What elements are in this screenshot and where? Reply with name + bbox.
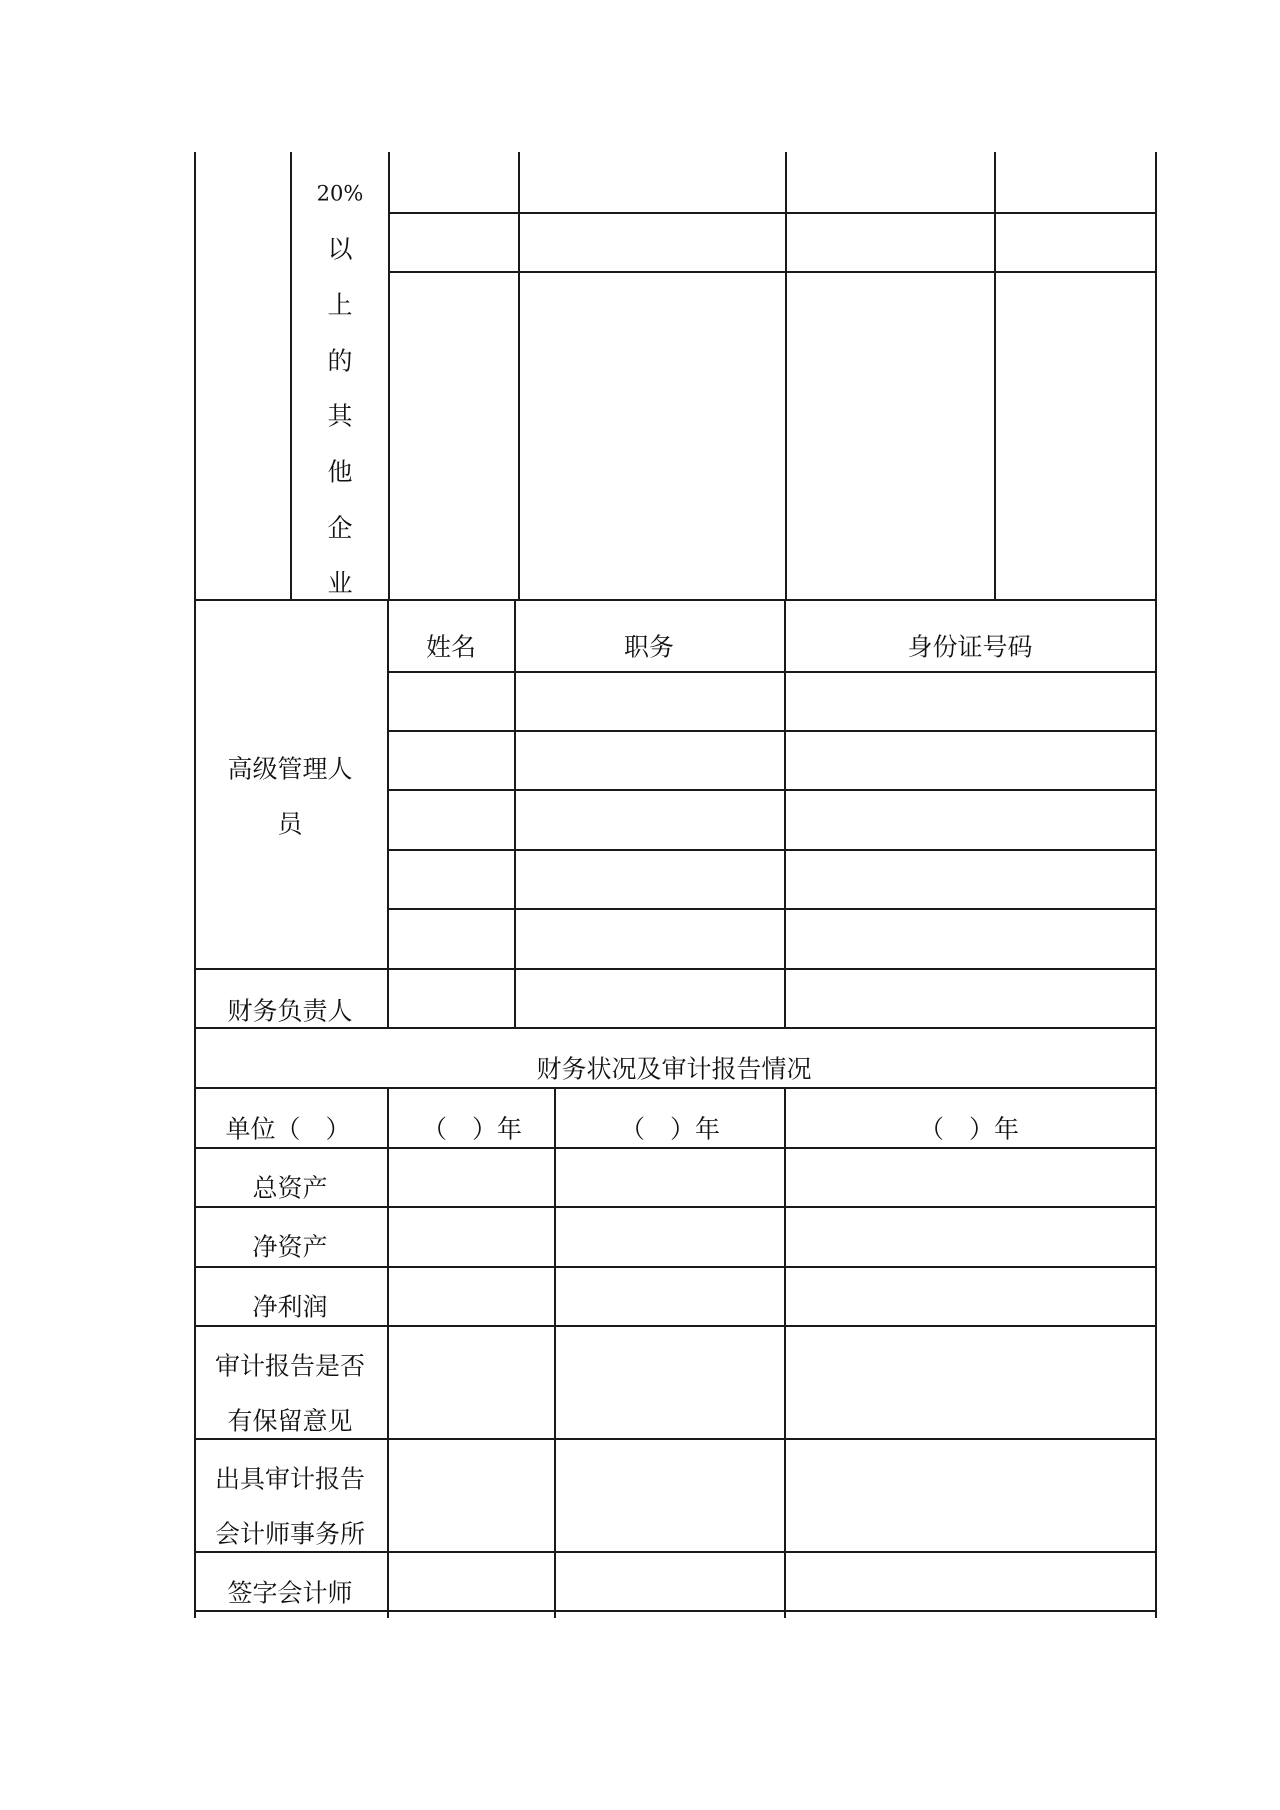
- row-label-audit-opinion-cont: 有保留意见: [227, 1406, 353, 1436]
- management-col-divider-1: [514, 599, 516, 1028]
- column-header-id-number: 身份证号码: [907, 632, 1033, 662]
- year-column-header: （ ）年: [619, 1114, 721, 1144]
- financial-col-divider-2: [784, 1087, 786, 1618]
- label-column-divider: [290, 152, 292, 600]
- unit-label: 单位（ ）: [225, 1114, 351, 1144]
- financial-row-line: [194, 1551, 1157, 1553]
- table-border-right: [1155, 152, 1157, 1618]
- management-row-line: [387, 908, 1157, 910]
- financial-row-line: [194, 1266, 1157, 1268]
- financial-row-line: [194, 1438, 1157, 1440]
- top-col-divider-2: [518, 152, 520, 600]
- management-row-line: [387, 849, 1157, 851]
- management-row-line: [387, 671, 1157, 673]
- financial-section-title: 财务状况及审计报告情况: [536, 1054, 812, 1084]
- financial-col-divider-1: [554, 1087, 556, 1618]
- financial-row-line: [194, 1206, 1157, 1208]
- senior-management-label-cont: 员: [277, 809, 303, 839]
- year-column-header: （ ）年: [421, 1114, 523, 1144]
- row-label-net-assets: 净资产: [252, 1232, 328, 1262]
- column-header-position: 职务: [623, 632, 675, 662]
- vertical-label-char: 其: [327, 401, 353, 431]
- management-top-border: [194, 599, 1157, 601]
- year-column-header: （ ）年: [918, 1114, 1020, 1144]
- management-row-line: [387, 730, 1157, 732]
- row-label-signing-accountant: 签字会计师: [227, 1578, 353, 1608]
- senior-management-label: 高级管理人: [227, 754, 353, 784]
- top-col-divider-1: [388, 152, 390, 600]
- vertical-label-char: 上: [327, 290, 353, 320]
- row-label-audit-firm: 出具审计报告: [214, 1464, 366, 1494]
- top-col-divider-4: [994, 152, 996, 600]
- column-header-name: 姓名: [425, 632, 477, 662]
- vertical-label-char: 企: [327, 513, 353, 543]
- finance-head-label: 财务负责人: [227, 996, 353, 1026]
- percent-label: 20%: [316, 181, 364, 206]
- row-label-net-profit: 净利润: [252, 1292, 328, 1322]
- vertical-label-char: 的: [327, 346, 353, 376]
- management-bottom-line: [194, 968, 1157, 970]
- financial-title-bottom: [194, 1087, 1157, 1089]
- financial-title-top: [194, 1027, 1157, 1029]
- top-col-divider-3: [785, 152, 787, 600]
- management-col-divider-2: [784, 599, 786, 1028]
- top-row-line-2: [388, 271, 1157, 273]
- row-label-total-assets: 总资产: [252, 1173, 328, 1203]
- top-row-line-1: [388, 212, 1157, 214]
- row-label-audit-opinion: 审计报告是否: [214, 1351, 366, 1381]
- financial-row-line: [194, 1325, 1157, 1327]
- vertical-label-char: 他: [327, 457, 353, 487]
- row-label-audit-firm-cont: 会计师事务所: [214, 1519, 366, 1549]
- management-row-line: [387, 789, 1157, 791]
- vertical-label-char: 以: [327, 234, 353, 264]
- financial-row-line: [194, 1147, 1157, 1149]
- table-border-left: [194, 152, 196, 1618]
- management-label-divider: [387, 599, 389, 1028]
- vertical-label-char: 业: [327, 568, 353, 598]
- table-bottom-border: [194, 1610, 1157, 1612]
- financial-label-divider: [387, 1087, 389, 1618]
